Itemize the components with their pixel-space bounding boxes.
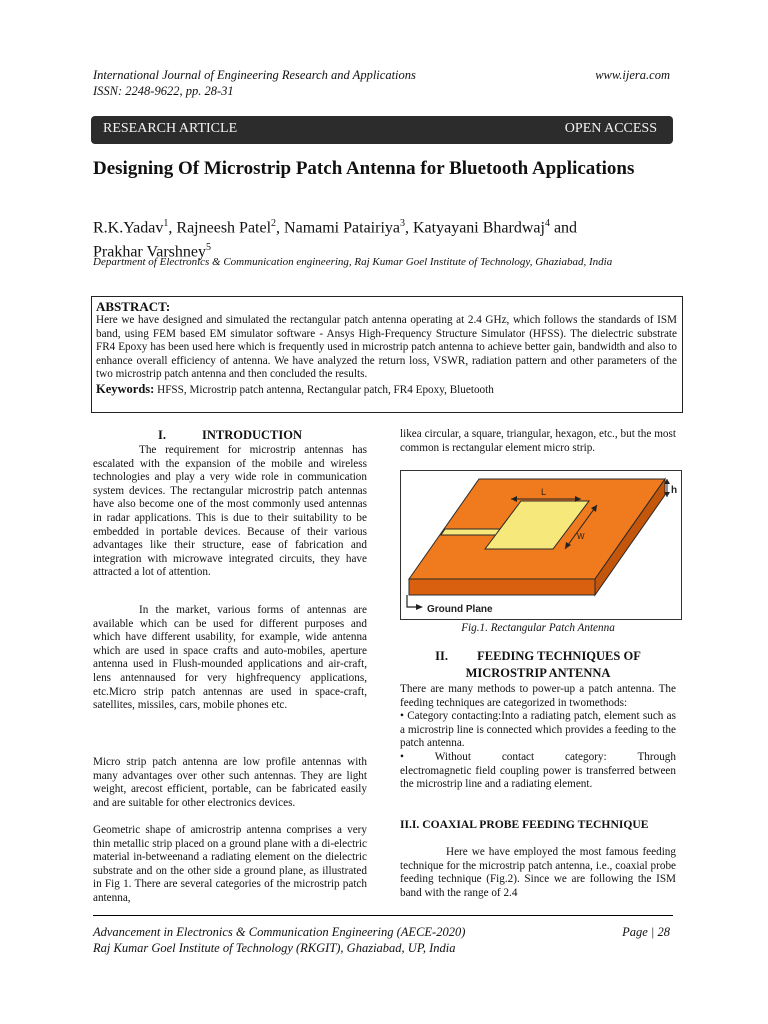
article-type-banner — [91, 116, 673, 144]
journal-url[interactable]: www.ijera.com — [595, 68, 670, 82]
patch-antenna-diagram — [401, 471, 681, 619]
figure-rectangular-patch-antenna — [400, 470, 682, 620]
abstract-heading: ABSTRACT: — [96, 299, 171, 314]
coaxial-paragraph: Here we have employed the most famous feeding technique for the microstrip patch antenna, i.e., coaxial probe feeding technique (Fig.2). Since we are following the ISM band with the range of 2.4 — [400, 846, 676, 899]
section-title-line-1: FEEDING TECHNIQUES OF — [477, 649, 641, 663]
page-number: Page | 28 — [622, 925, 670, 939]
figure-caption: Fig.1. Rectangular Patch Antenna — [461, 622, 615, 634]
author-separator: , — [168, 219, 177, 237]
footer-institute: Raj Kumar Goel Institute of Technology (RKGIT), Ghaziabad, UP, India — [93, 941, 456, 955]
author-affiliation-mark: 4 — [544, 218, 550, 229]
research-article-label: RESEARCH ARTICLE — [103, 121, 238, 136]
author-affiliation-mark: 1 — [163, 218, 169, 229]
paper-title: Designing Of Microstrip Patch Antenna for Bluetooth Applications — [93, 158, 635, 179]
abstract-box — [91, 296, 683, 413]
bullet-word: contact — [501, 750, 535, 763]
dimension-label-l: L — [541, 487, 547, 497]
bullet-word: category: — [564, 750, 607, 763]
substrate-front-face — [409, 579, 595, 595]
author-separator: , — [405, 219, 413, 237]
section-number: I. — [157, 428, 166, 442]
subsection-heading-coaxial: II.I. COAXIAL PROBE FEEDING TECHNIQUE — [400, 818, 649, 831]
bullet-word: • — [400, 750, 404, 763]
intro-paragraph-3: Micro strip patch antenna are low profile antennas with many advantages over other such antennas. They are light weight, arecost efficient, portable, can be fabricated easily and are suitable for other electronics devices. — [93, 756, 367, 809]
author-affiliation-mark: 2 — [271, 218, 277, 229]
bullet-word: Without — [434, 750, 471, 763]
keywords-label: Keywords: — [96, 381, 155, 396]
bullet-without-contact-rest: electromagnetic field coupling power is transferred between the microstrip line and a radiating element. — [400, 764, 676, 791]
abstract-text: Here we have designed and simulated the rectangular patch antenna operating at 2.4 GHz, which follows the standards of ISM band, using FEM based EM simulator software - Ansys High-Frequency Structure Simulator (HFSS). The dielectric substrate FR4 Epoxy has been used here which is frequently used in microstrip patch antenna to achieve better gain, bandwidth and also to enhance overall efficiency of antenna. We have analyzed the return loss, VSWR, radiation pattern and other parameters of the two microstrip patch antenna and then concluded the results. — [96, 314, 677, 381]
section-title-line-2: MICROSTRIP ANTENNA — [465, 666, 611, 680]
author-affiliation-mark: 3 — [400, 218, 405, 229]
bullet-contacting: • Category contacting:Into a radiating patch, element such as a microstrip line is connected which provides a feeding to the patch antenna. — [400, 710, 676, 750]
ground-plane-pointer — [407, 595, 417, 607]
keywords-line — [96, 383, 677, 398]
intro-paragraph-4: Geometric shape of amicrostrip antenna comprises a very thin metallic strip placed on a ground plane with a di-electric material in-betweenand a radiating element on the dielectric substrate and on the other side a ground plane, as illustrated in Fig 1. There are several categories of the microstrip patch antenna, — [93, 824, 367, 904]
author-name: Katyayani Bhardwaj — [413, 219, 545, 237]
section-number: II. — [435, 649, 448, 663]
ground-plane-label: Ground Plane — [427, 604, 493, 615]
section-heading-introduction — [93, 428, 367, 443]
author-name: Rajneesh Patel — [176, 219, 272, 237]
feeding-techniques-text — [400, 683, 676, 792]
issn-pages: ISSN: 2248-9622, pp. 28-31 — [93, 84, 234, 98]
footer-conference: Advancement in Electronics & Communication Engineering (AECE-2020) — [93, 925, 466, 939]
author-name: Prakhar Varshney — [93, 243, 207, 261]
bullet-without-contact-first-line — [400, 751, 676, 765]
author-separator: , — [276, 219, 285, 237]
intro-paragraph-1: The requirement for microstrip antennas has escalated with the expansion of the mobile and wireless technologies and play a very wide role in communication system devices. The rectangular microstrip patch antennas have also become one of the most commonly used antennas in radar applications. This is due to their suitability to be embedded in portable devices. Because of their various advantages like their structure, ease of fabrication and integration with microwave integrated circuits, they have attracted a lot of attention. — [93, 444, 367, 579]
bullet-word: Through — [637, 750, 676, 763]
section-title: INTRODUCTION — [201, 428, 302, 442]
author-affiliation-mark: 5 — [206, 242, 212, 254]
author-affiliation: Department of Electronics & Communication engineering, Raj Kumar Goel Institute of Technology, Ghaziabad, India — [93, 256, 613, 268]
open-access-label: OPEN ACCESS — [564, 121, 657, 136]
dimension-label-h: h — [671, 485, 678, 496]
author-and: and — [549, 219, 578, 237]
author-name: Namami Patairiya — [284, 219, 400, 237]
keywords-text: HFSS, Microstrip patch antenna, Rectangular patch, FR4 Epoxy, Bluetooth — [154, 383, 494, 396]
pointer-arrowhead — [416, 604, 423, 610]
footer-divider — [93, 915, 673, 916]
dimension-label-w: W — [577, 532, 585, 541]
author-name: R.K.Yadav — [93, 219, 164, 237]
section-heading-feeding — [400, 648, 676, 682]
feeding-intro: There are many methods to power-up a patch antenna. The feeding techniques are categorized in twomethods: — [400, 683, 676, 709]
continued-paragraph: likea circular, a square, triangular, hexagon, etc., but the most common is rectangular element micro strip. — [400, 428, 676, 454]
intro-paragraph-2: In the market, various forms of antennas are available which can be used for different purposes and which have different usability, for example, wide antenna which are used in space crafts and auto-mobiles, aperture antenna used in Flush-mounded applications and air-craft, lens antennaused for very highfrequency applications, etc.Micro strip patch antennas are used in space-craft, satellites, missiles, cars, mobile phones etc. — [93, 604, 367, 712]
journal-name: International Journal of Engineering Research and Applications — [93, 68, 416, 82]
